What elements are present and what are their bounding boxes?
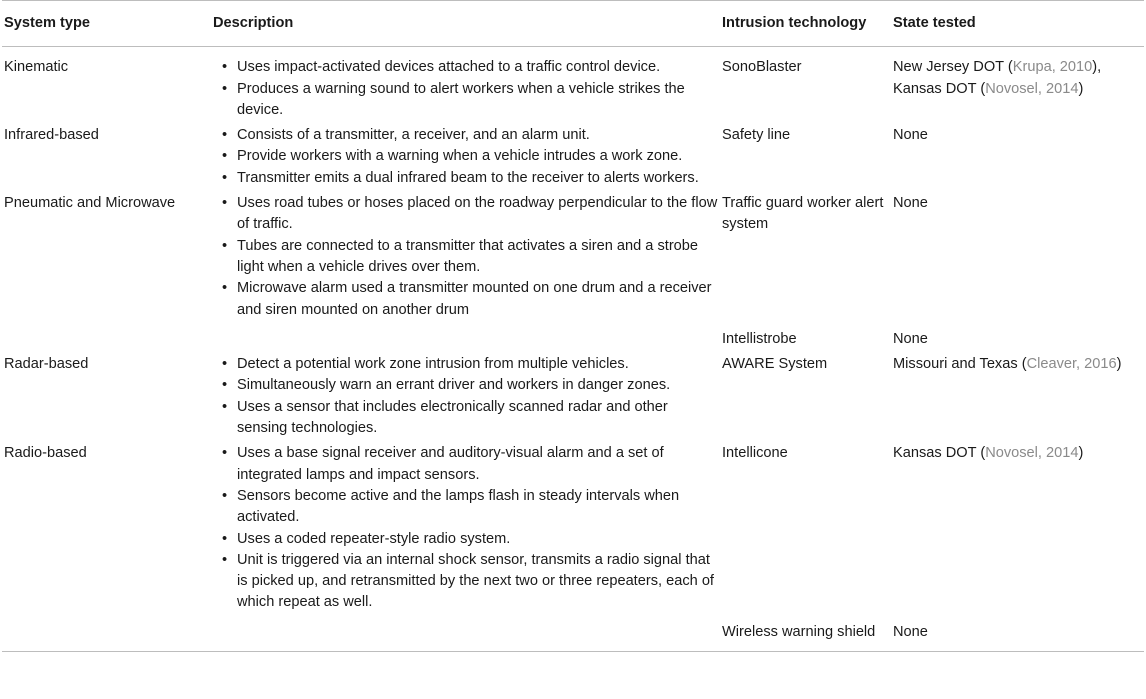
technology-cell: Wireless warning shield [720, 618, 891, 652]
description-item: • Detect a potential work zone intrusion from multiple vehicles. [237, 354, 720, 375]
description-cell [211, 325, 720, 354]
description-item: • Unit is triggered via an internal shock sensor, transmits a radio signal that is picked up, and retransmitted by the next two or three repeaters, each of which repeat as well. [237, 550, 720, 614]
citation-link[interactable]: Krupa, 2010 [1012, 59, 1093, 76]
system-type-cell [2, 618, 211, 652]
description-item: • Provide workers with a warning when a vehicle intrudes a work zone. [237, 146, 720, 167]
state-text: Kansas DOT ( [893, 445, 986, 462]
description-item: • Uses impact-activated devices attached to a traffic control device. [237, 57, 720, 78]
state-text: New Jersey DOT ( [893, 59, 1013, 76]
description-cell [211, 193, 720, 325]
header-row [2, 1, 1144, 47]
description-cell [211, 125, 720, 193]
state-text: ) [1078, 445, 1084, 462]
state-cell: None [893, 330, 928, 347]
state-text: ) [1078, 80, 1084, 97]
state-line [893, 57, 1144, 78]
header-description: Description [211, 1, 720, 47]
state-cell [891, 354, 1144, 443]
description-item: • Uses road tubes or hoses placed on the roadway perpendicular to the flow of traffic. [237, 193, 720, 236]
state-cell: None [893, 195, 928, 212]
system-type-cell: Kinematic [4, 59, 69, 76]
citation-link[interactable]: Novosel, 2014 [985, 445, 1079, 462]
description-item: • Produces a warning sound to alert workers when a vehicle strikes the device. [237, 79, 720, 122]
description-cell [211, 47, 720, 125]
state-line [893, 443, 1144, 464]
state-text: Missouri and Texas ( [893, 356, 1027, 373]
description-item: • Microwave alarm used a transmitter mounted on one drum and a receiver and siren mounted on another drum [237, 278, 720, 321]
system-type-cell: Radio-based [4, 445, 87, 462]
technology-cell: Safety line [722, 127, 791, 144]
system-type-cell: Infrared-based [4, 127, 99, 144]
table-row [2, 354, 1144, 443]
technology-cell: Intellistrobe [722, 330, 797, 347]
table-row [2, 193, 1144, 325]
description-item: • Transmitter emits a dual infrared beam to the receiver to alerts workers. [237, 168, 720, 189]
description-cell [211, 354, 720, 443]
state-cell [891, 47, 1144, 125]
description-cell [211, 618, 720, 652]
description-item: • Consists of a transmitter, a receiver, and an alarm unit. [237, 125, 720, 146]
header-system-type: System type [2, 1, 211, 47]
state-cell: None [891, 618, 1144, 652]
state-text: ) [1116, 356, 1122, 373]
header-intrusion-technology: Intrusion technology [720, 1, 891, 47]
table-row [2, 325, 1144, 354]
description-item: • Uses a sensor that includes electronically scanned radar and other sensing technologies. [237, 397, 720, 440]
table-row [2, 443, 1144, 617]
state-line [893, 79, 1144, 100]
description-item: • Uses a base signal receiver and auditory-visual alarm and a set of integrated lamps and impact sensors. [237, 443, 720, 486]
state-cell [891, 443, 1144, 617]
citation-link[interactable]: Novosel, 2014 [985, 80, 1079, 97]
table-row [2, 47, 1144, 125]
description-item: • Uses a coded repeater-style radio system. [237, 529, 720, 550]
system-type-cell: Radar-based [4, 356, 89, 373]
technology-cell: Intellicone [722, 445, 788, 462]
state-line [893, 354, 1144, 375]
citation-link[interactable]: Cleaver, 2016 [1026, 356, 1117, 373]
description-item: • Tubes are connected to a transmitter that activates a siren and a strobe light when a vehicle drives over them. [237, 236, 720, 279]
technology-cell: SonoBlaster [722, 59, 802, 76]
state-cell: None [893, 127, 928, 144]
table-row [2, 618, 1144, 652]
description-cell [211, 443, 720, 617]
state-text: ), [1092, 59, 1102, 76]
description-item: • Simultaneously warn an errant driver and workers in danger zones. [237, 375, 720, 396]
technology-cell: AWARE System [722, 356, 828, 373]
header-state-tested: State tested [891, 1, 1144, 47]
system-type-cell [2, 325, 211, 354]
description-item: • Sensors become active and the lamps flash in steady intervals when activated. [237, 486, 720, 529]
state-text: Kansas DOT ( [893, 80, 986, 97]
technology-cell: Traffic guard worker alert system [722, 195, 884, 233]
system-type-cell: Pneumatic and Microwave [4, 195, 176, 212]
intrusion-systems-table [2, 0, 1144, 652]
table-row [2, 125, 1144, 193]
